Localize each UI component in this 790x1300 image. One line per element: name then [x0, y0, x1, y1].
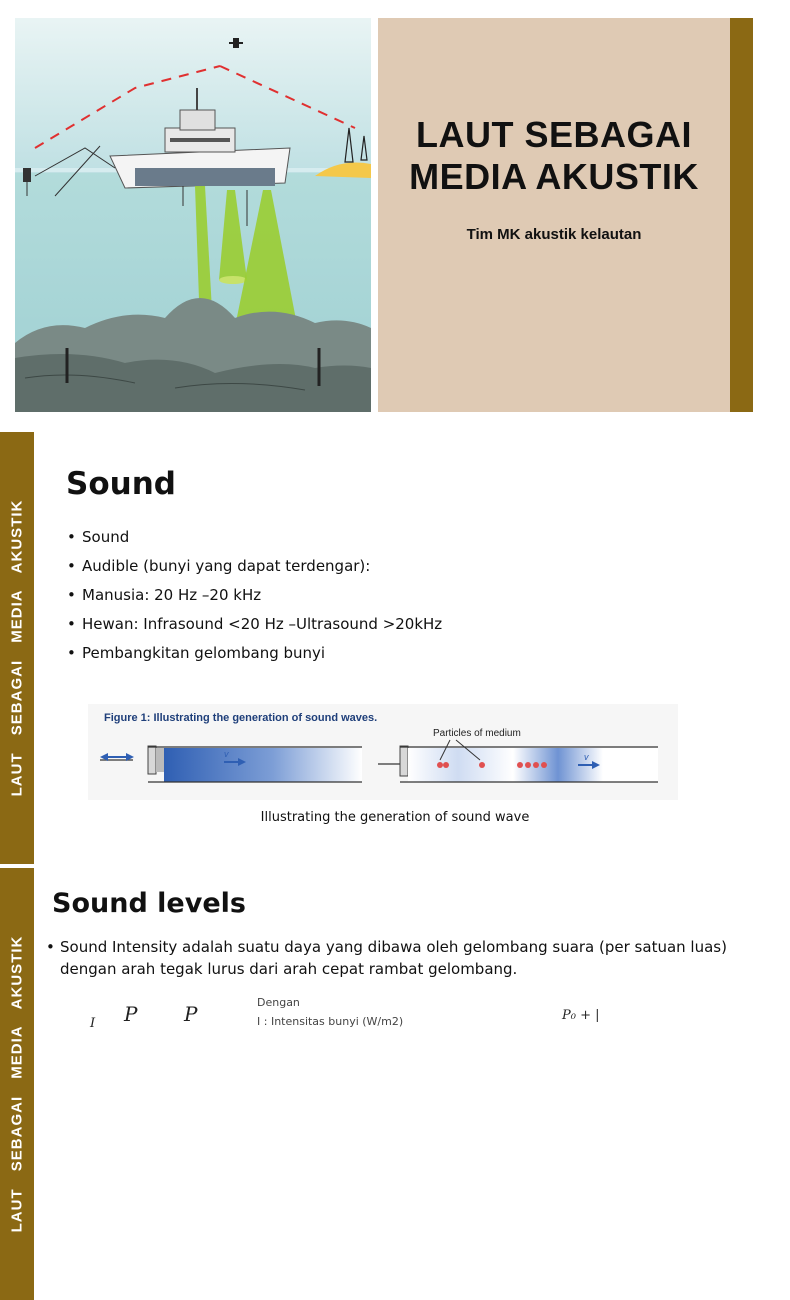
velocity-label: v — [584, 752, 589, 762]
list-item: • Pembangkitan gelombang bunyi — [66, 644, 442, 673]
title-panel — [378, 18, 730, 412]
formula-symbol-p: P — [184, 1002, 198, 1026]
formula-symbol-p: P — [124, 1002, 138, 1026]
formula-note: I : Intensitas bunyi (W/m2) — [257, 1015, 404, 1028]
sound-levels-slide — [0, 868, 768, 1233]
bullet-list — [66, 528, 442, 673]
sidebar — [0, 432, 34, 864]
list-item: • Hewan: Infrasound <20 Hz –Ultrasound >20kHz — [66, 615, 442, 644]
slide-title: Sound levels — [52, 888, 246, 919]
slide-title: Sound — [66, 466, 176, 502]
slide-title: LAUT SEBAGAI MEDIA AKUSTIK — [409, 114, 699, 197]
slide-subtitle: Tim MK akustik kelautan — [466, 226, 642, 243]
accent-stripe — [730, 18, 753, 412]
formula-symbol-i: I — [90, 1016, 96, 1031]
list-item: • Audible (bunyi yang dapat terdengar): — [66, 557, 442, 586]
figure-label: Figure 1: Illustrating the generation of sound waves. — [104, 712, 378, 724]
particles-label: Particles of medium — [433, 728, 521, 739]
sidebar — [0, 868, 34, 1300]
title-slide — [0, 0, 768, 428]
formula-pg: P₀ + | — [562, 1008, 600, 1023]
list-item: • Sound — [66, 528, 442, 557]
sound-slide — [0, 432, 768, 864]
list-item: • Sound Intensity adalah suatu daya yang dibawa oleh gelombang suara (per satuan luas) dengan arah tegak lurus dari arah cepat rambat gelombang. — [46, 936, 740, 980]
list-item: • Manusia: 20 Hz –20 kHz — [66, 586, 442, 615]
figure-caption: Illustrating the generation of sound wave — [260, 810, 530, 825]
ship-sonar-illustration — [15, 18, 371, 412]
sidebar-label: LAUT SEBAGAI MEDIA AKUSTIK — [8, 499, 26, 797]
sound-wave-figure — [88, 704, 678, 800]
sidebar-label: LAUT SEBAGAI MEDIA AKUSTIK — [8, 935, 26, 1233]
velocity-label: v — [224, 749, 229, 759]
formula-note-label: Dengan — [257, 996, 300, 1009]
